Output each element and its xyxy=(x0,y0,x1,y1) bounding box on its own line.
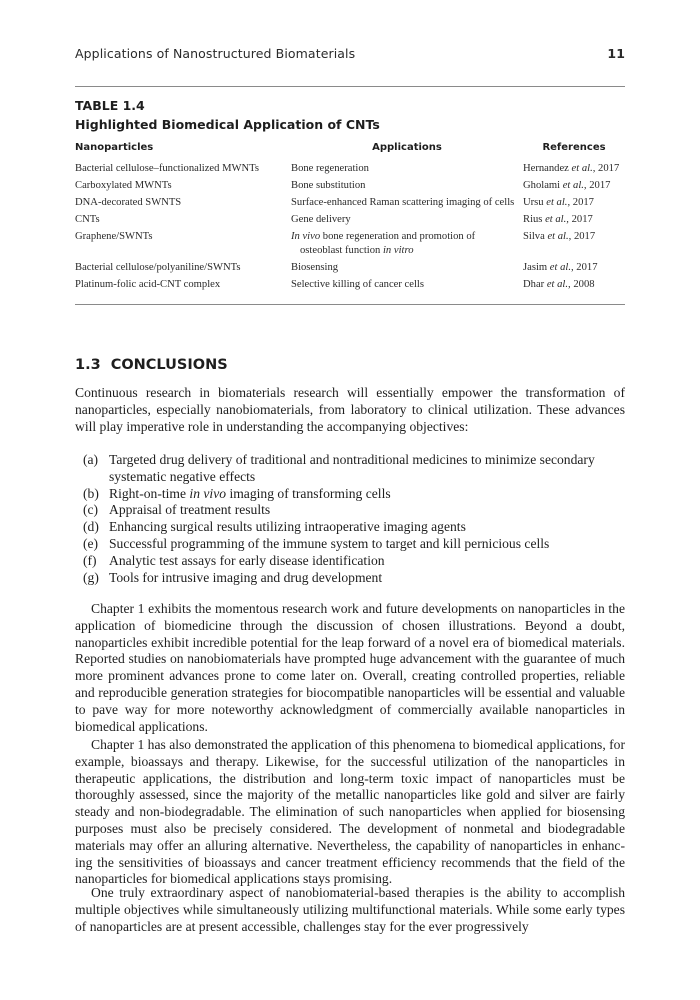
list-item-text-post: imaging of transforming cells xyxy=(226,485,391,501)
ref-author: Hernandez xyxy=(523,162,569,174)
column-header-nanoparticles: Nanoparticles xyxy=(75,142,154,153)
table-label: TABLE 1.4 xyxy=(75,98,145,113)
cell-nanoparticle: CNTs xyxy=(75,213,100,225)
ref-etal: et al., xyxy=(571,162,596,174)
list-item-text: Successful programming of the immune system to target and kill pernicious cells xyxy=(109,535,550,551)
ref-author: Dhar xyxy=(523,279,545,290)
application-text: Bone regeneration xyxy=(291,162,369,174)
list-item-label: (e) xyxy=(83,535,99,551)
intro-paragraph: Continuous research in biomaterials research will essentially empower the transformation of nanoparticles, especially nanobiomaterials, from laboratory to clinical utilization. These advances will play imperative role in understanding the accompanying objectives: xyxy=(75,385,625,434)
cell-application xyxy=(291,212,523,229)
ref-author: Gholami xyxy=(523,179,561,191)
application-italic-in-vitro: in vitro xyxy=(382,245,414,256)
ref-year: 2017 xyxy=(589,179,611,191)
list-item-label: (b) xyxy=(83,485,99,501)
application-italic-in-vivo: In vivo xyxy=(291,230,321,242)
body-paragraph: Chapter 1 exhibits the momentous research work and future developments on nanoparticles in the application of biomedicine through the discussion of chosen illustrations. Beyond a doubt, nanoparticles exhibit incredible potential for the leap forward of a novel era of biomedical materials. Reported studies on nanobiomaterials have prompted huge advancement with the guarantee of much more prominent advances prone to come later on. Overall, creating controlled properties, reliable and reproducible generation strategies for biocompatible nanoparticles will be essential and valuable to pave way for more noteworthy acknowledgment of commercially available nanoparticles in biomedical applications. xyxy=(75,601,625,734)
list-item-text xyxy=(109,486,613,503)
objectives-list xyxy=(83,452,613,586)
list-item-label: (f) xyxy=(83,552,97,568)
cell-reference xyxy=(523,212,625,229)
ref-etal: et al., xyxy=(546,279,571,290)
section-heading xyxy=(75,357,228,373)
cell-application xyxy=(291,229,523,261)
cell-reference xyxy=(523,277,625,294)
running-title: Applications of Nanostructured Biomaterials xyxy=(75,46,356,61)
cell-reference xyxy=(523,178,625,195)
table-row xyxy=(75,229,625,261)
list-item-text: Analytic test assays for early disease identification xyxy=(109,552,385,568)
table-title: Highlighted Biomedical Application of CNTs xyxy=(75,117,380,132)
list-item-label: (a) xyxy=(83,452,99,467)
body-paragraph: One truly extraordinary aspect of nanobiomaterial-based therapies is the ability to accomplish multiple objectives while simultaneously utilizing multifunctional materials. While some early types of nanoparticles are at present accessible, challenges stay for the ever progressively xyxy=(75,885,625,934)
cell-application xyxy=(291,277,523,294)
table-row xyxy=(75,277,625,294)
table-row xyxy=(75,260,625,277)
cell-application xyxy=(291,178,523,195)
application-text: Bone substitution xyxy=(291,179,366,191)
page-number: 11 xyxy=(607,46,625,61)
cell-reference xyxy=(523,260,625,277)
table-bottom-rule xyxy=(75,304,625,305)
ref-year: 2017 xyxy=(598,162,620,174)
table-row xyxy=(75,195,625,212)
list-item-text: Appraisal of treatment results xyxy=(109,502,271,518)
cell-reference xyxy=(523,229,625,261)
application-text: Selective killing of cancer cells xyxy=(291,279,424,290)
table-block xyxy=(75,96,625,305)
cell-application xyxy=(291,161,523,178)
list-item-label: (d) xyxy=(83,519,99,535)
cnt-applications-table xyxy=(75,141,625,294)
cell-nanoparticle: Platinum-folic acid-CNT complex xyxy=(75,279,221,290)
cell-nanoparticle: Bacterial cellulose–functionalized MWNTs xyxy=(75,162,259,174)
ref-year: 2008 xyxy=(573,279,595,290)
table-row xyxy=(75,178,625,195)
cell-application xyxy=(291,195,523,212)
body-paragraph: Chapter 1 has also demonstrated the application of this phenomena to biomedical applications, for example, bioassays and therapy. Likewise, for the successful utilization of the nanoparticles in therapeutic applications, the distribution and long-term toxic impact of nanoparticles must be thoroughly assessed, since the majority of the metallic nanoparticles like gold and silver are fairly steady and non-biodegradable. The elimination of such nanoparticles when applied for biosensing purposes must also be precisely considered. The development of nonmetal and biodegradable materials may offer an alluring alternative. Nevertheless, the capability of nanoparticles in enhancing the sensitivities of bioassays and cancer treatment efficiency recommends that the field of the nanoparticles for biomedical applications stays promising. xyxy=(75,737,625,887)
application-text: Surface-enhanced Raman scattering imaging of cells xyxy=(291,196,515,208)
list-item-text: Targeted drug delivery of traditional and nontraditional medicines to minimize secondary systematic negative effects xyxy=(109,452,595,484)
ref-author: Jasim xyxy=(523,262,548,273)
ref-year: 2017 xyxy=(573,230,596,242)
application-mid-text: bone regeneration and promotion of osteoblast function xyxy=(300,230,476,256)
cell-reference xyxy=(523,195,625,212)
ref-year: 2017 xyxy=(571,213,593,225)
running-head xyxy=(75,46,625,61)
section-title: CONCLUSIONS xyxy=(110,357,228,373)
ref-etal: et al., xyxy=(546,196,571,208)
cell-nanoparticle: Graphene/SWNTs xyxy=(75,230,153,242)
header-rule xyxy=(75,86,625,87)
list-item-label: (c) xyxy=(83,502,99,518)
cell-nanoparticle: DNA-decorated SWNTS xyxy=(75,196,182,208)
cell-nanoparticle: Carboxylated MWNTs xyxy=(75,179,172,191)
ref-etal: et al., xyxy=(547,230,572,242)
list-item xyxy=(83,502,613,519)
list-item-text: Enhancing surgical results utilizing intraoperative imaging agents xyxy=(109,519,466,535)
ref-author: Silva xyxy=(523,230,545,242)
table-header-row xyxy=(75,141,625,161)
table-row xyxy=(75,161,625,178)
ref-author: Rius xyxy=(523,213,543,225)
section-number: 1.3 xyxy=(75,357,101,373)
list-item xyxy=(83,570,613,587)
ref-etal: et al., xyxy=(562,179,587,191)
list-item xyxy=(83,553,613,570)
column-header-applications: Applications xyxy=(372,142,442,153)
application-text: Gene delivery xyxy=(291,213,351,225)
list-item-text-italic: in vivo xyxy=(189,485,227,501)
list-item-label: (g) xyxy=(83,569,99,585)
ref-year: 2017 xyxy=(572,196,594,208)
list-item xyxy=(83,519,613,536)
cell-application xyxy=(291,260,523,277)
ref-etal: et al., xyxy=(549,262,574,273)
cell-nanoparticle: Bacterial cellulose/polyaniline/SWNTs xyxy=(75,262,241,273)
list-item xyxy=(83,536,613,553)
table-row xyxy=(75,212,625,229)
application-text: Biosensing xyxy=(291,262,339,273)
list-item-text-pre: Right-on-time xyxy=(109,485,190,501)
ref-etal: et al., xyxy=(545,213,569,225)
ref-year: 2017 xyxy=(576,262,598,273)
ref-author: Ursu xyxy=(523,196,544,208)
application-text xyxy=(291,230,523,259)
list-item xyxy=(83,452,613,486)
column-header-references: References xyxy=(542,142,606,153)
cell-reference xyxy=(523,161,625,178)
list-item xyxy=(83,486,613,503)
list-item-text: Tools for intrusive imaging and drug development xyxy=(109,569,383,585)
